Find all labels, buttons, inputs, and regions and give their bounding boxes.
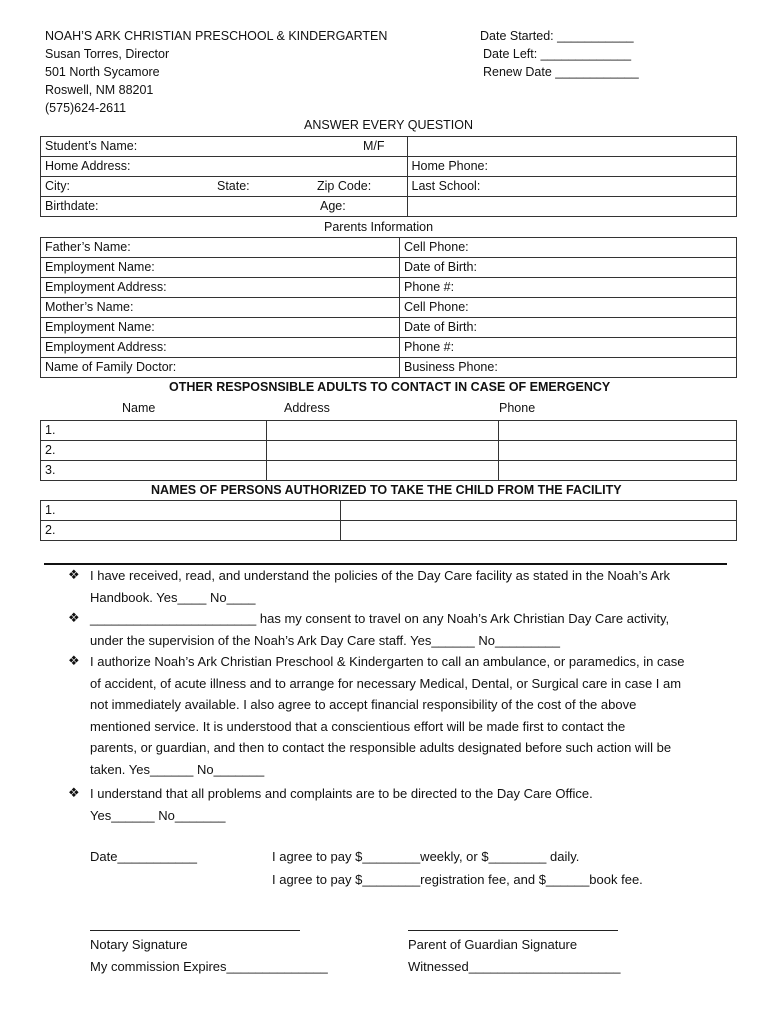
- bullet-icon: ❖: [68, 785, 80, 800]
- authorized-person-2[interactable]: 2.: [41, 521, 341, 541]
- director: Susan Torres, Director: [45, 47, 170, 61]
- student-name-field[interactable]: Student’s Name: M/F: [41, 137, 408, 157]
- sex-field: M/F: [363, 139, 385, 153]
- complaints-yes-no[interactable]: Yes______ No_______: [90, 807, 226, 823]
- medical-yes-no[interactable]: taken. Yes______ No_______: [90, 761, 265, 777]
- date-left-field[interactable]: Date Left: _____________: [483, 47, 632, 61]
- travel-yes-no[interactable]: under the supervision of the Noah’s Ark Day Care staff. Yes______ No_________: [90, 632, 561, 648]
- emergency-name-3[interactable]: 3.: [41, 461, 267, 481]
- city-state-zip-row[interactable]: [41, 177, 408, 197]
- authorized-person-2-extra[interactable]: [341, 521, 737, 541]
- renew-date-field[interactable]: Renew Date ____________: [483, 65, 639, 79]
- mother-name-field[interactable]: Mother’s Name:: [41, 298, 400, 318]
- emergency-name-1[interactable]: 1.: [41, 421, 267, 441]
- last-school-field[interactable]: Last School:: [407, 177, 736, 197]
- city-field: City:: [45, 179, 70, 193]
- birthdate-extra[interactable]: [407, 197, 736, 217]
- mother-cell-field[interactable]: Cell Phone:: [400, 298, 737, 318]
- handbook-yes-no[interactable]: Handbook. Yes____ No____: [90, 589, 256, 605]
- authorized-person-1[interactable]: 1.: [41, 501, 341, 521]
- emergency-col-address: Address: [284, 401, 330, 415]
- street-address: 501 North Sycamore: [45, 65, 160, 79]
- bullet-icon: ❖: [68, 567, 80, 582]
- father-name-field[interactable]: Father’s Name:: [41, 238, 400, 258]
- emergency-address-2[interactable]: [267, 441, 499, 461]
- mother-phone-field[interactable]: Phone #:: [400, 338, 737, 358]
- emergency-phone-1[interactable]: [499, 421, 737, 441]
- statement-line: not immediately available. I also agree to accept financial responsibility of the cost of the above: [90, 697, 637, 712]
- city-state: Roswell, NM 88201: [45, 83, 154, 97]
- statement-line: I authorize Noah’s Ark Christian Preschool & Kindergarten to call an ambulance, or paramedics, in case: [90, 654, 685, 669]
- travel-consent-name[interactable]: _______________________ has my consent to travel on any Noah’s Ark Christian Day Care activity,: [90, 611, 670, 626]
- table-row: [41, 461, 737, 481]
- statement-line: of accident, of acute illness and to arrange for necessary Medical, Dental, or Surgical care in case I am: [90, 675, 682, 691]
- statement-line: I have received, read, and understand the policies of the Day Care facility as stated in the Noah’s Ark: [90, 568, 671, 583]
- emergency-phone-2[interactable]: [499, 441, 737, 461]
- student-info-table: [40, 136, 737, 217]
- parent-signature-line[interactable]: [408, 930, 618, 931]
- emergency-table: [40, 420, 737, 481]
- father-employment-name-field[interactable]: Employment Name:: [41, 258, 400, 278]
- mother-employment-address-field[interactable]: Employment Address:: [41, 338, 400, 358]
- commission-expires-field[interactable]: My commission Expires______________: [90, 959, 328, 974]
- weekly-daily-fee-field[interactable]: I agree to pay $________weekly, or $________ daily.: [272, 849, 580, 864]
- emergency-col-phone: Phone: [499, 401, 536, 415]
- statement-travel-consent: [90, 608, 720, 651]
- parents-info-table: [40, 237, 737, 378]
- school-name: NOAH’S ARK CHRISTIAN PRESCHOOL & KINDERGARTEN: [45, 29, 388, 43]
- father-phone-field[interactable]: Phone #:: [400, 278, 737, 298]
- emergency-phone-3[interactable]: [499, 461, 737, 481]
- father-employment-address-field[interactable]: Employment Address:: [41, 278, 400, 298]
- emergency-address-1[interactable]: [267, 421, 499, 441]
- emergency-col-name: Name: [122, 401, 156, 415]
- statement-medical-authorization: [90, 651, 720, 780]
- statement-handbook: [90, 565, 720, 608]
- parents-heading: Parents Information: [324, 220, 434, 234]
- instruction-heading: ANSWER EVERY QUESTION: [304, 118, 474, 132]
- authorized-heading: NAMES OF PERSONS AUTHORIZED TO TAKE THE CHILD FROM THE FACILITY: [151, 483, 622, 497]
- birthdate-field: Birthdate:: [45, 199, 99, 213]
- table-row: [41, 421, 737, 441]
- statement-line: parents, or guardian, and then to contact the responsible adults designated before such action will be: [90, 740, 672, 755]
- date-field[interactable]: Date___________: [90, 849, 197, 864]
- zip-field: Zip Code:: [317, 179, 372, 193]
- father-dob-field[interactable]: Date of Birth:: [400, 258, 737, 278]
- notary-signature-label: Notary Signature: [90, 937, 188, 952]
- home-phone-field[interactable]: Home Phone:: [407, 157, 736, 177]
- business-phone-field[interactable]: Business Phone:: [400, 358, 737, 378]
- parent-signature-label: Parent of Guardian Signature: [408, 937, 578, 952]
- home-address-field[interactable]: Home Address:: [41, 157, 408, 177]
- emergency-name-2[interactable]: 2.: [41, 441, 267, 461]
- witnessed-field[interactable]: Witnessed_____________________: [408, 959, 621, 974]
- date-started-field[interactable]: Date Started: ___________: [480, 29, 634, 43]
- mother-employment-name-field[interactable]: Employment Name:: [41, 318, 400, 338]
- statement-line: mentioned service. It is understood that a conscientious effort will be made first to contact the: [90, 718, 626, 734]
- bullet-icon: ❖: [68, 610, 80, 625]
- table-row: [41, 441, 737, 461]
- emergency-heading: OTHER RESPOSNSIBLE ADULTS TO CONTACT IN CASE OF EMERGENCY: [169, 380, 611, 394]
- table-row: [41, 501, 737, 521]
- notary-signature-line[interactable]: [90, 930, 300, 931]
- authorized-table: [40, 500, 737, 541]
- statement-complaints: [90, 783, 720, 826]
- statement-line: I understand that all problems and complaints are to be directed to the Day Care Office.: [90, 786, 593, 801]
- birthdate-age-row[interactable]: [41, 197, 408, 217]
- student-name-extra[interactable]: [407, 137, 736, 157]
- school-phone: (575)624-2611: [45, 101, 127, 115]
- emergency-address-3[interactable]: [267, 461, 499, 481]
- authorized-person-1-extra[interactable]: [341, 501, 737, 521]
- family-doctor-field[interactable]: Name of Family Doctor:: [41, 358, 400, 378]
- registration-book-fee-field[interactable]: I agree to pay $________registration fee, and $______book fee.: [272, 872, 643, 887]
- mother-dob-field[interactable]: Date of Birth:: [400, 318, 737, 338]
- bullet-icon: ❖: [68, 653, 80, 668]
- father-cell-field[interactable]: Cell Phone:: [400, 238, 737, 258]
- table-row: [41, 521, 737, 541]
- state-field: State:: [217, 179, 250, 193]
- age-field: Age:: [320, 199, 346, 213]
